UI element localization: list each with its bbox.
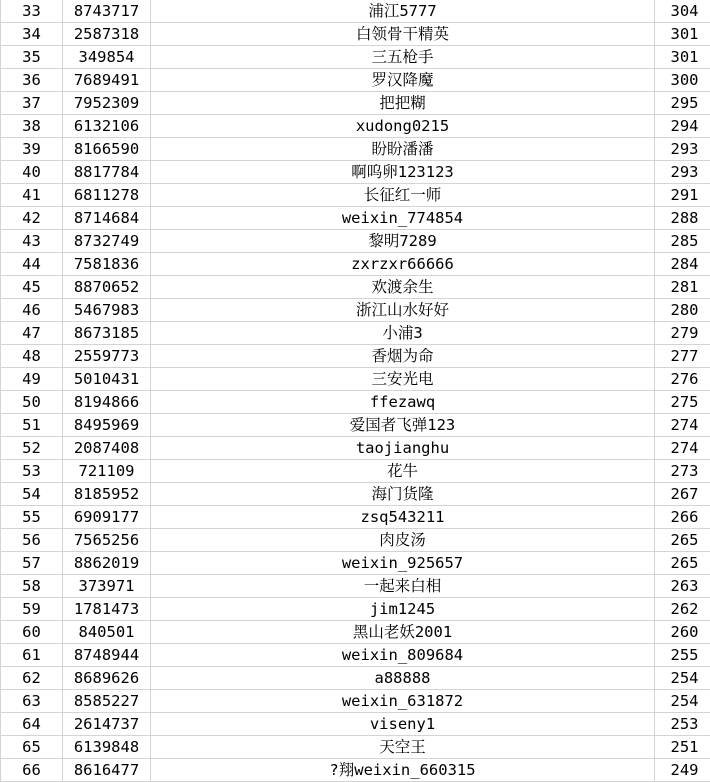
user-id-cell[interactable]: 721109 — [63, 460, 151, 483]
user-id-cell[interactable]: 8714684 — [63, 207, 151, 230]
score-cell[interactable]: 288 — [655, 207, 710, 230]
username-cell[interactable]: 小浦3 — [151, 322, 655, 345]
username-cell[interactable]: 长征红一师 — [151, 184, 655, 207]
user-id-cell[interactable]: 349854 — [63, 46, 151, 69]
table-row — [1, 138, 710, 161]
username-cell[interactable]: 盼盼潘潘 — [151, 138, 655, 161]
score-cell[interactable]: 301 — [655, 23, 710, 46]
rank-cell[interactable]: 60 — [1, 621, 63, 644]
username-cell[interactable]: 三五枪手 — [151, 46, 655, 69]
table-row — [1, 391, 710, 414]
rank-cell[interactable]: 41 — [1, 184, 63, 207]
user-id-cell[interactable]: 8495969 — [63, 414, 151, 437]
score-cell[interactable]: 266 — [655, 506, 710, 529]
score-cell[interactable]: 251 — [655, 736, 710, 759]
table-row — [1, 115, 710, 138]
table-row — [1, 414, 710, 437]
user-id-cell[interactable]: 8673185 — [63, 322, 151, 345]
username-cell[interactable]: zsq543211 — [151, 506, 655, 529]
score-cell[interactable]: 280 — [655, 299, 710, 322]
username-cell[interactable]: weixin_809684 — [151, 644, 655, 667]
user-id-cell[interactable]: 2614737 — [63, 713, 151, 736]
rank-cell[interactable]: 40 — [1, 161, 63, 184]
rank-cell[interactable]: 37 — [1, 92, 63, 115]
username-cell[interactable]: weixin_631872 — [151, 690, 655, 713]
username-cell[interactable]: 浦江5777 — [151, 0, 655, 23]
rank-cell[interactable]: 61 — [1, 644, 63, 667]
table-row — [1, 621, 710, 644]
rank-cell[interactable]: 58 — [1, 575, 63, 598]
user-id-cell[interactable]: 8748944 — [63, 644, 151, 667]
rank-cell[interactable]: 48 — [1, 345, 63, 368]
user-id-cell[interactable]: 8817784 — [63, 161, 151, 184]
rank-cell[interactable]: 36 — [1, 69, 63, 92]
username-cell[interactable]: 一起来白相 — [151, 575, 655, 598]
user-id-cell[interactable]: 8862019 — [63, 552, 151, 575]
rank-cell[interactable]: 49 — [1, 368, 63, 391]
rank-cell[interactable]: 43 — [1, 230, 63, 253]
rank-cell[interactable]: 51 — [1, 414, 63, 437]
table-row — [1, 46, 710, 69]
score-cell[interactable]: 285 — [655, 230, 710, 253]
username-cell[interactable]: ?翔weixin_660315 — [151, 759, 655, 782]
score-cell[interactable]: 249 — [655, 759, 710, 782]
user-id-cell[interactable]: 2559773 — [63, 345, 151, 368]
score-cell[interactable]: 260 — [655, 621, 710, 644]
score-cell[interactable]: 265 — [655, 529, 710, 552]
rank-cell[interactable]: 33 — [1, 0, 63, 23]
rank-cell[interactable]: 66 — [1, 759, 63, 782]
score-cell[interactable]: 295 — [655, 92, 710, 115]
rank-cell[interactable]: 50 — [1, 391, 63, 414]
username-cell[interactable]: weixin_925657 — [151, 552, 655, 575]
username-cell[interactable]: ffezawq — [151, 391, 655, 414]
rank-cell[interactable]: 54 — [1, 483, 63, 506]
username-cell[interactable]: jim1245 — [151, 598, 655, 621]
user-id-cell[interactable]: 840501 — [63, 621, 151, 644]
table-row — [1, 0, 710, 23]
table-row — [1, 368, 710, 391]
score-cell[interactable]: 254 — [655, 690, 710, 713]
username-cell[interactable]: 三安光电 — [151, 368, 655, 391]
score-cell[interactable]: 265 — [655, 552, 710, 575]
score-cell[interactable]: 273 — [655, 460, 710, 483]
score-cell[interactable]: 294 — [655, 115, 710, 138]
table-row — [1, 92, 710, 115]
username-cell[interactable]: 黎明7289 — [151, 230, 655, 253]
score-cell[interactable]: 274 — [655, 414, 710, 437]
score-cell[interactable]: 279 — [655, 322, 710, 345]
user-id-cell[interactable]: 5467983 — [63, 299, 151, 322]
table-row — [1, 736, 710, 759]
score-cell[interactable]: 263 — [655, 575, 710, 598]
username-cell[interactable]: 香烟为命 — [151, 345, 655, 368]
table-row — [1, 759, 710, 782]
user-id-cell[interactable]: 7689491 — [63, 69, 151, 92]
table-row — [1, 437, 710, 460]
score-cell[interactable]: 275 — [655, 391, 710, 414]
table-row — [1, 322, 710, 345]
username-cell[interactable]: 海门货隆 — [151, 483, 655, 506]
score-cell[interactable]: 284 — [655, 253, 710, 276]
rank-cell[interactable]: 53 — [1, 460, 63, 483]
rank-cell[interactable]: 39 — [1, 138, 63, 161]
user-id-cell[interactable]: 8743717 — [63, 0, 151, 23]
score-cell[interactable]: 267 — [655, 483, 710, 506]
rank-cell[interactable]: 46 — [1, 299, 63, 322]
score-cell[interactable]: 293 — [655, 161, 710, 184]
table-row — [1, 483, 710, 506]
rank-cell[interactable]: 34 — [1, 23, 63, 46]
table-row — [1, 644, 710, 667]
user-id-cell[interactable]: 7565256 — [63, 529, 151, 552]
table-row — [1, 713, 710, 736]
username-cell[interactable]: 花牛 — [151, 460, 655, 483]
rank-cell[interactable]: 44 — [1, 253, 63, 276]
user-id-cell[interactable]: 6909177 — [63, 506, 151, 529]
username-cell[interactable]: 欢渡余生 — [151, 276, 655, 299]
table-row — [1, 345, 710, 368]
user-id-cell[interactable]: 2087408 — [63, 437, 151, 460]
user-id-cell[interactable]: 8689626 — [63, 667, 151, 690]
score-cell[interactable]: 276 — [655, 368, 710, 391]
table-row — [1, 161, 710, 184]
table-row — [1, 276, 710, 299]
table-row — [1, 23, 710, 46]
user-id-cell[interactable]: 6811278 — [63, 184, 151, 207]
table-row — [1, 506, 710, 529]
user-id-cell[interactable]: 8732749 — [63, 230, 151, 253]
rank-cell[interactable]: 52 — [1, 437, 63, 460]
table-row — [1, 253, 710, 276]
username-cell[interactable]: 把把糊 — [151, 92, 655, 115]
rank-cell[interactable]: 55 — [1, 506, 63, 529]
table-row — [1, 529, 710, 552]
user-id-cell[interactable]: 8585227 — [63, 690, 151, 713]
rank-cell[interactable]: 45 — [1, 276, 63, 299]
score-cell[interactable]: 291 — [655, 184, 710, 207]
table-row — [1, 69, 710, 92]
rank-cell[interactable]: 64 — [1, 713, 63, 736]
username-cell[interactable]: 啊呜卵123123 — [151, 161, 655, 184]
spreadsheet-body — [1, 0, 710, 782]
score-cell[interactable]: 300 — [655, 69, 710, 92]
score-cell[interactable]: 253 — [655, 713, 710, 736]
username-cell[interactable]: xudong0215 — [151, 115, 655, 138]
rank-cell[interactable]: 62 — [1, 667, 63, 690]
username-cell[interactable]: viseny1 — [151, 713, 655, 736]
rank-cell[interactable]: 38 — [1, 115, 63, 138]
username-cell[interactable]: taojianghu — [151, 437, 655, 460]
user-id-cell[interactable]: 7581836 — [63, 253, 151, 276]
username-cell[interactable]: 罗汉降魔 — [151, 69, 655, 92]
score-cell[interactable]: 304 — [655, 0, 710, 23]
rank-cell[interactable]: 63 — [1, 690, 63, 713]
table-row — [1, 207, 710, 230]
user-id-cell[interactable]: 2587318 — [63, 23, 151, 46]
user-id-cell[interactable]: 5010431 — [63, 368, 151, 391]
table-row — [1, 552, 710, 575]
username-cell[interactable]: 爱国者飞弹123 — [151, 414, 655, 437]
table-row — [1, 667, 710, 690]
user-id-cell[interactable]: 373971 — [63, 575, 151, 598]
table-row — [1, 598, 710, 621]
username-cell[interactable]: 浙江山水好好 — [151, 299, 655, 322]
user-id-cell[interactable]: 1781473 — [63, 598, 151, 621]
user-id-cell[interactable]: 6132106 — [63, 115, 151, 138]
username-cell[interactable]: 白领骨干精英 — [151, 23, 655, 46]
user-id-cell[interactable]: 8194866 — [63, 391, 151, 414]
rank-cell[interactable]: 65 — [1, 736, 63, 759]
username-cell[interactable]: zxrzxr66666 — [151, 253, 655, 276]
user-id-cell[interactable]: 8166590 — [63, 138, 151, 161]
table-row — [1, 299, 710, 322]
table-row — [1, 575, 710, 598]
score-cell[interactable]: 254 — [655, 667, 710, 690]
score-cell[interactable]: 262 — [655, 598, 710, 621]
score-cell[interactable]: 293 — [655, 138, 710, 161]
table-row — [1, 460, 710, 483]
username-cell[interactable]: 肉皮汤 — [151, 529, 655, 552]
rank-cell[interactable]: 57 — [1, 552, 63, 575]
user-id-cell[interactable]: 6139848 — [63, 736, 151, 759]
score-cell[interactable]: 255 — [655, 644, 710, 667]
score-cell[interactable]: 277 — [655, 345, 710, 368]
score-cell[interactable]: 301 — [655, 46, 710, 69]
user-id-cell[interactable]: 8870652 — [63, 276, 151, 299]
rank-cell[interactable]: 59 — [1, 598, 63, 621]
username-cell[interactable]: weixin_774854 — [151, 207, 655, 230]
username-cell[interactable]: 黑山老妖2001 — [151, 621, 655, 644]
rank-cell[interactable]: 47 — [1, 322, 63, 345]
table-row — [1, 690, 710, 713]
username-cell[interactable]: 天空王 — [151, 736, 655, 759]
rank-cell[interactable]: 56 — [1, 529, 63, 552]
score-cell[interactable]: 274 — [655, 437, 710, 460]
score-cell[interactable]: 281 — [655, 276, 710, 299]
rank-cell[interactable]: 35 — [1, 46, 63, 69]
rank-cell[interactable]: 42 — [1, 207, 63, 230]
user-id-cell[interactable]: 8185952 — [63, 483, 151, 506]
user-id-cell[interactable]: 7952309 — [63, 92, 151, 115]
table-row — [1, 230, 710, 253]
table-row — [1, 184, 710, 207]
user-id-cell[interactable]: 8616477 — [63, 759, 151, 782]
username-cell[interactable]: a88888 — [151, 667, 655, 690]
